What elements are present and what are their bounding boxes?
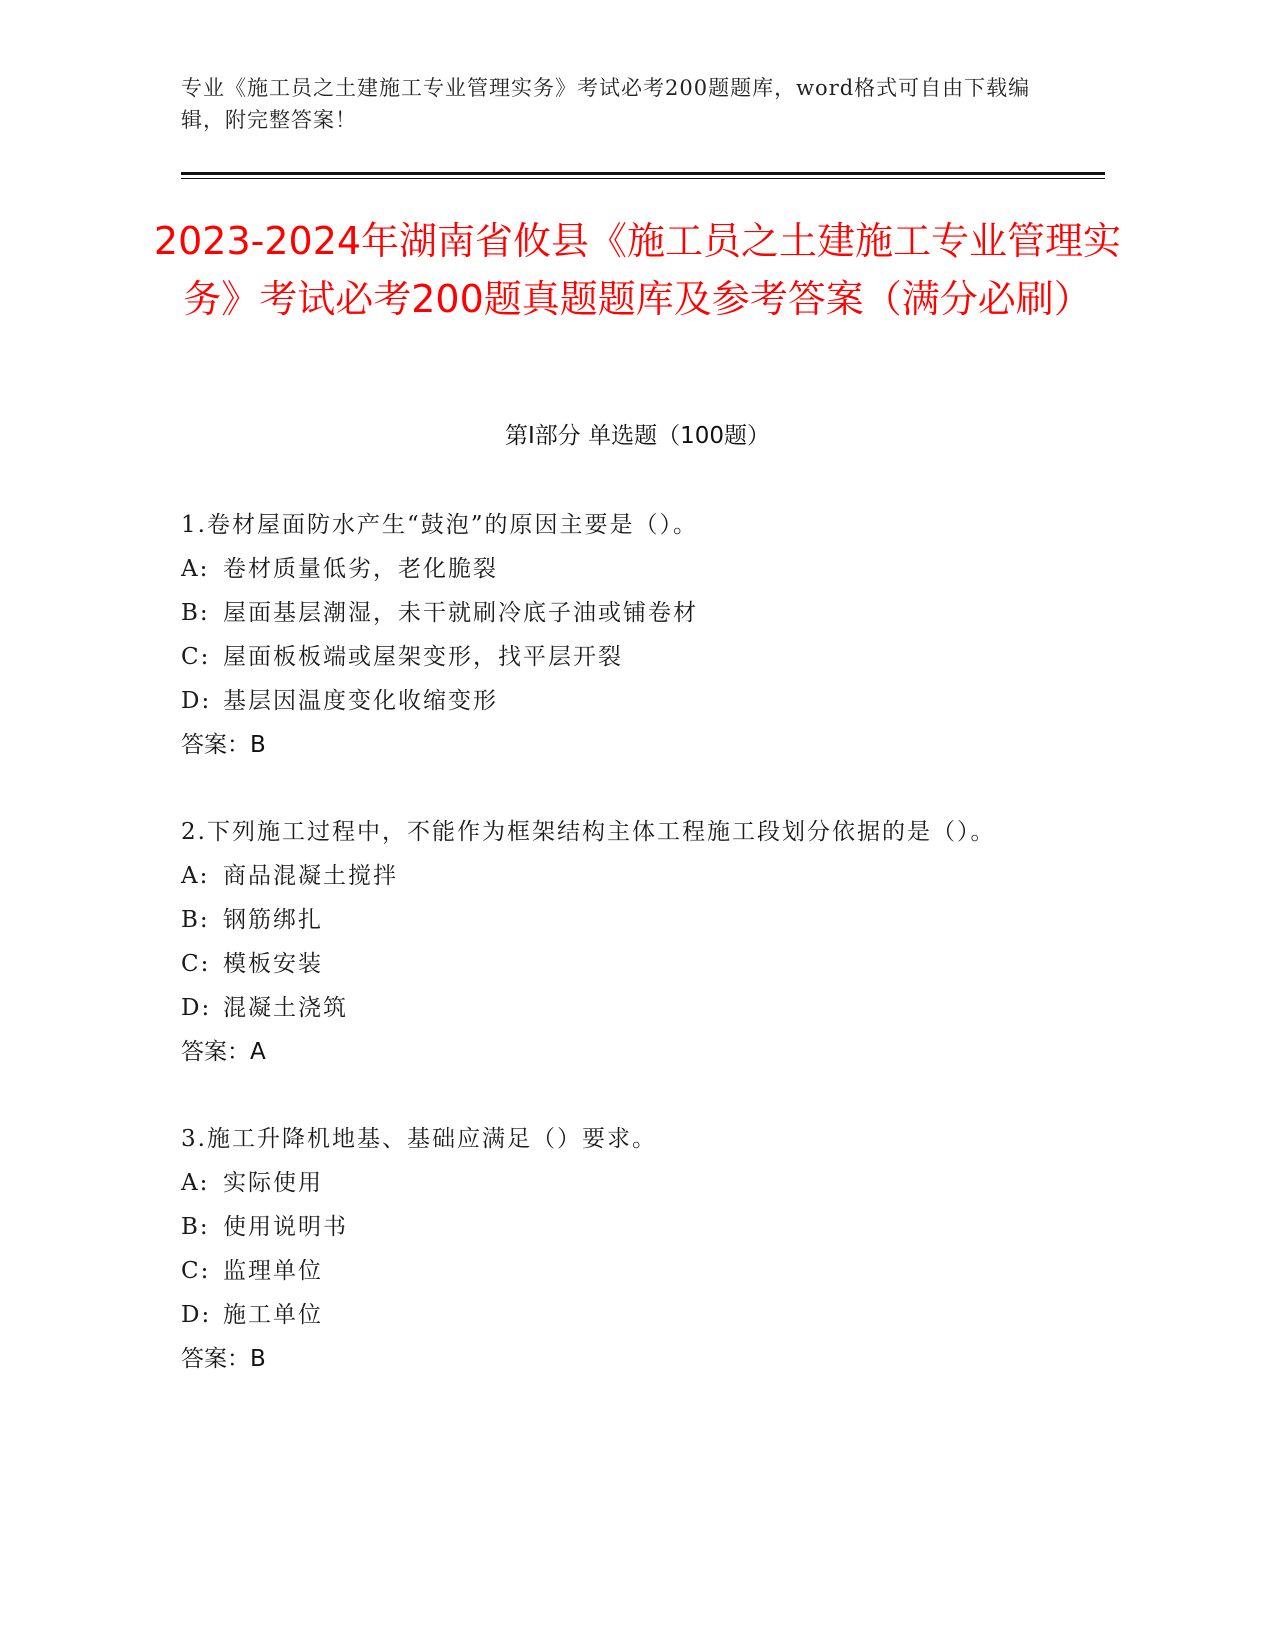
header-rule-thin bbox=[181, 178, 1105, 179]
option-text: 监理单位 bbox=[223, 1258, 323, 1284]
answer-line bbox=[181, 1030, 1081, 1074]
header-rule-thick bbox=[181, 172, 1105, 175]
question-stem: 3.施工升降机地基、基础应满足（）要求。 bbox=[181, 1126, 657, 1152]
answer-label: 答案： bbox=[181, 1346, 250, 1372]
option-text: 混凝土浇筑 bbox=[223, 995, 348, 1021]
answer-value: B bbox=[250, 1346, 266, 1372]
option-a bbox=[181, 547, 1081, 591]
option-d bbox=[181, 679, 1081, 723]
question-list bbox=[181, 503, 1081, 1424]
option-text: 商品混凝土搅拌 bbox=[223, 863, 398, 889]
option-text: 实际使用 bbox=[223, 1170, 323, 1196]
option-a bbox=[181, 854, 1081, 898]
option-key: C: bbox=[181, 644, 211, 670]
option-c bbox=[181, 635, 1081, 679]
option-key: B: bbox=[181, 907, 210, 933]
option-d bbox=[181, 1293, 1081, 1337]
option-text: 基层因温度变化收缩变形 bbox=[223, 688, 498, 714]
question-1 bbox=[181, 503, 1081, 767]
document-title: 2023-2024年湖南省攸县《施工员之土建施工专业管理实务》考试必考200题真题题库及参考答案（满分必刷） bbox=[153, 219, 1122, 321]
question-stem: 2.下列施工过程中，不能作为框架结构主体工程施工段划分依据的是（）。 bbox=[181, 819, 996, 845]
answer-value: B bbox=[250, 732, 266, 758]
answer-label: 答案： bbox=[181, 1039, 250, 1065]
option-b bbox=[181, 898, 1081, 942]
option-b bbox=[181, 1205, 1081, 1249]
answer-label: 答案： bbox=[181, 732, 250, 758]
section-heading: 第I部分 单选题（100题） bbox=[505, 423, 770, 449]
option-key: C: bbox=[181, 1258, 211, 1284]
option-text: 屋面板板端或屋架变形，找平层开裂 bbox=[223, 644, 623, 670]
option-key: D: bbox=[181, 995, 212, 1021]
option-key: C: bbox=[181, 951, 211, 977]
option-text: 施工单位 bbox=[223, 1302, 323, 1328]
answer-line bbox=[181, 723, 1081, 767]
option-key: A: bbox=[181, 1170, 210, 1196]
option-c bbox=[181, 1249, 1081, 1293]
option-text: 卷材质量低劣，老化脆裂 bbox=[223, 556, 498, 582]
option-key: D: bbox=[181, 1302, 212, 1328]
option-c bbox=[181, 942, 1081, 986]
answer-line bbox=[181, 1337, 1081, 1381]
question-2 bbox=[181, 810, 1081, 1074]
option-key: A: bbox=[181, 863, 210, 889]
option-text: 使用说明书 bbox=[223, 1214, 348, 1240]
option-key: B: bbox=[181, 600, 210, 626]
option-key: B: bbox=[181, 1214, 210, 1240]
option-b bbox=[181, 591, 1081, 635]
option-key: D: bbox=[181, 688, 212, 714]
header-note: 专业《施工员之土建施工专业管理实务》考试必考200题题库，word格式可自由下载编辑，附完整答案！ bbox=[181, 76, 1031, 132]
option-text: 钢筋绑扎 bbox=[223, 907, 323, 933]
option-key: A: bbox=[181, 556, 210, 582]
question-stem: 1.卷材屋面防水产生“鼓泡”的原因主要是（）。 bbox=[181, 512, 698, 538]
option-text: 模板安装 bbox=[223, 951, 323, 977]
option-text: 屋面基层潮湿，未干就刷冷底子油或铺卷材 bbox=[223, 600, 698, 626]
question-3 bbox=[181, 1117, 1081, 1381]
option-d bbox=[181, 986, 1081, 1030]
answer-value: A bbox=[250, 1039, 266, 1065]
option-a bbox=[181, 1161, 1081, 1205]
